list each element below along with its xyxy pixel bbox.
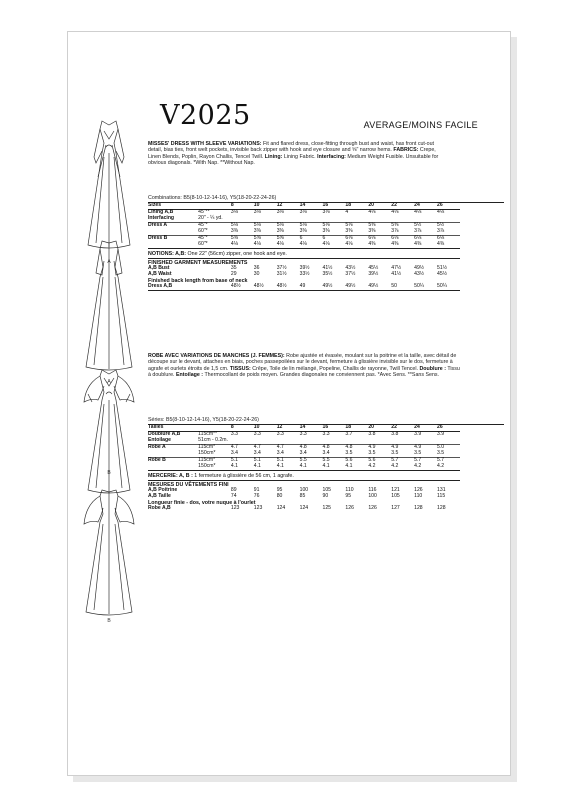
table-cell: 3.4 [253,449,261,456]
table-cell: 4.9 [368,443,376,450]
french-finished-heading: MESURES DU VÊTEMENTS FINI [148,481,229,488]
table-cell: 3.8 [391,431,399,438]
table-cell: 5⅜ [368,221,376,228]
fabric-width: 45"** [198,209,210,216]
table-cell: 6⅛ [391,234,399,241]
row-label: Interfacing [148,215,175,222]
row-label: Dress A,B [148,282,173,289]
size-cell: 18 [345,424,352,431]
table-row [148,506,460,512]
back-length-label: Finished back length from base of neck [148,277,248,284]
french-interfacing: Thermocollant de poids moyen. Grandes diagonales ne conviennent pas. *Avec Sens. **Sans Sens. [203,371,440,378]
table-cell: 5.1 [253,456,261,463]
table-cell: 105 [322,486,332,493]
french-back-length-table [148,506,460,512]
table-cell: 4.9 [414,443,422,450]
table-cell: 3⅜ [368,227,376,234]
table-cell: 3.4 [322,449,330,456]
table-cell: 50¼ [414,282,425,289]
table-cell: 4.2 [391,462,399,469]
table-cell: 4⅛ [253,240,261,247]
table-cell: 123 [230,504,240,511]
table-cell: 3.5 [414,449,422,456]
mercerie-text: 1 fermeture à glissière de 56 cm, 1 agrafe. [192,472,294,479]
table-cell: 4⅛ [345,240,353,247]
row-label: Lining A,B [148,209,174,216]
table-cell: 3⅜ [230,227,238,234]
size-cell: 14 [299,424,306,431]
table-cell: 5⅛ [345,221,353,228]
table-cell: 3.4 [276,449,284,456]
table-cell: 5⅝ [253,234,261,241]
table-cell: 5.5 [299,456,307,463]
fabric-width: 115cm* [198,456,216,463]
table-cell: 3.5 [437,449,445,456]
table-cell: 4⅛ [414,209,422,216]
table-cell: 95 [345,492,352,499]
table-cell: 90 [322,492,329,499]
french-back-length-label: Longueur finie - dos, votre nuque à l'ourlet [148,499,256,506]
english-yardage-section [148,195,504,291]
table-cell: 3.4 [299,449,307,456]
size-cell: 18 [345,202,352,209]
table-cell: 4.8 [299,443,307,450]
sizes-label: Sizes [148,202,162,209]
table-cell: 5.7 [391,456,399,463]
table-cell: 43½ [345,264,356,271]
interfacing-label: Interfacing: [317,153,346,160]
table-cell: 3⅜ [322,227,330,234]
table-cell: 3.9 [437,431,445,438]
fabric-width: 150cm* [198,462,216,469]
table-cell: 45½ [368,264,379,271]
description-heading: MISSES' DRESS WITH SLEEVE VARIATIONS: [148,141,262,147]
dress-a-front-icon [78,117,140,257]
table-cell: 30 [253,270,260,277]
table-cell: 5.1 [276,456,284,463]
table-cell: 4⅛ [322,240,330,247]
french-description [148,353,460,378]
table-cell: 131 [437,486,446,493]
table-cell: 6⅛ [437,234,445,241]
french-heading: ROBE AVEC VARIATIONS DE MANCHES (J. FEMMES): [148,353,285,359]
fabric-width: 45"* [198,221,208,228]
table-cell: 3⅛ [299,209,307,216]
table-cell: 3⅞ [391,227,399,234]
table-cell: 3⅜ [299,227,307,234]
table-cell: 5⅛ [299,221,307,228]
fabrics-text: Crepe, Linen Blends, Poplin, Rayon Challis, Tencel Twill. [148,147,436,160]
french-yardage-section [148,417,504,512]
table-cell: 6 [299,234,303,241]
english-finished-table [148,266,460,278]
table-cell: 76 [253,492,260,499]
table-cell: 121 [391,486,400,493]
table-cell: 5⅛ [276,221,284,228]
table-cell: 5.6 [345,456,353,463]
difficulty-level: AVERAGE/MOINS FACILE [363,120,478,130]
table-cell: 45½ [437,270,447,277]
table-cell: 5.1 [230,456,238,463]
table-cell: 3⅛ [230,209,238,216]
table-cell: 3.5 [391,449,399,456]
table-cell: 4.1 [230,462,238,469]
table-cell: 6⅛ [345,234,353,241]
french-finished-table [148,488,460,500]
row-label: Robe A [148,443,166,450]
french-lining-label: Doublure : [419,365,446,372]
dress-b-front-icon [78,362,140,502]
table-cell: 5.7 [437,456,445,463]
table-cell: 4.1 [322,462,330,469]
table-cell: 6⅛ [368,234,376,241]
table-cell: 4.7 [230,443,238,450]
size-cell: 8 [230,424,234,431]
row-label: Entoilage [148,437,171,444]
table-cell: 4.1 [276,462,284,469]
table-cell: 5⅛ [253,221,261,228]
dress-b-back-drawing [78,482,140,632]
table-cell: 5⅝ [230,234,238,241]
size-cell: 26 [437,424,443,431]
figure-label: B [107,618,111,624]
mercerie-label: MERCERIE: A, B : [148,472,193,479]
french-fabrics: Crêpe, Toile de lin mélangé, Popeline, Challis de rayonne, Twill Tencel. [250,365,420,372]
size-cell: 10 [253,424,260,431]
description-body: Fit and flared dress, close-fitting through bust and waist, has front cut-out detail, bias ties, front welt pockets, invisible back zipper with hook and eye closure and ⅝" narrow hems. [148,141,435,154]
notions [148,251,504,257]
table-cell: 4⅛ [299,240,307,247]
table-cell: 3⅜ [276,227,284,234]
table-cell: 4.7 [253,443,261,450]
table-cell: 3.5 [368,449,376,456]
table-cell: 5½ [414,221,422,228]
table-cell: 105 [391,492,400,499]
table-cell: 115 [437,492,446,499]
interfacing-text: Medium Weight Fusible. Unsuitable for obvious diagonals. *With Nap. **Without Nap. [148,153,439,166]
table-cell: 89 [230,486,237,493]
table-cell: 116 [368,486,377,493]
table-cell: 39½ [368,270,379,277]
lining-label: Lining: [264,153,283,160]
french-lining: Tissu à doublure. [148,365,460,378]
fabric-width: 150cm* [198,449,216,456]
table-cell: 6⅛ [414,234,422,241]
table-cell: 3⅛ [276,209,284,216]
fabric-width: 20" - ¼ yd. [198,215,223,222]
table-cell: 4.9 [391,443,399,450]
size-cell: 24 [414,424,420,431]
table-cell: 3.3 [276,431,284,438]
french-yardage-table [148,425,460,470]
table-cell: 5⅛ [230,221,238,228]
table-cell: 3⅜ [345,227,353,234]
table-cell: 4⅛ [276,240,284,247]
notions-label: NOTIONS: A,B: [148,250,187,257]
table-cell: 100 [299,486,309,493]
table-cell: 49 [299,282,306,289]
table-cell: 4⅛ [391,209,399,216]
table-cell: 35½ [322,270,333,277]
table-cell: 3.3 [253,431,261,438]
fabric-width: 60"* [198,240,208,247]
mercerie [148,473,504,479]
figure-label: A [107,259,111,265]
table-cell: 4⅛ [368,209,376,216]
table-cell: 110 [345,486,354,493]
table-cell: 3⅞ [437,227,445,234]
table-cell: 124 [276,504,286,511]
table-cell: 85 [299,492,306,499]
french-interfacing-label: Entoilage : [175,371,204,378]
table-cell: 48½ [253,282,264,289]
size-cell: 26 [437,202,443,209]
table-cell: 41½ [322,264,333,271]
row-label: Robe B [148,456,166,463]
figure-label: A [107,379,111,385]
fabrics-label: FABRICS: [393,147,419,154]
table-cell: 126 [345,504,354,511]
size-cell: 24 [414,202,420,209]
fabric-width: 45"* [198,234,208,241]
table-cell: 47½ [391,264,402,271]
table-cell: 125 [322,504,332,511]
table-cell: 51½ [437,264,447,271]
table-cell: 4.1 [253,462,261,469]
table-cell: 124 [299,504,309,511]
dress-b-back-icon [78,482,140,622]
table-cell: 4⅜ [414,240,422,247]
pattern-envelope-back [67,31,511,776]
table-cell: 29 [230,270,237,277]
table-cell: 37½ [276,264,287,271]
table-cell: 4⅛ [437,209,445,216]
table-cell: 49½ [345,282,356,289]
row-label: Dress B [148,234,168,241]
size-cell: 12 [276,424,283,431]
table-cell: 3⅛ [253,209,261,216]
technical-drawings [68,32,148,777]
row-label: A,B Taille [148,492,171,499]
size-cell: 20 [368,424,374,431]
table-cell: 3.4 [230,449,238,456]
pattern-number: V2025 [160,100,251,131]
english-yardage-table [148,203,460,248]
table-cell: 48½ [276,282,287,289]
table-cell: 3.3 [322,431,330,438]
lining-text: Lining Fabric. [282,153,318,160]
table-cell: 5½ [437,221,445,228]
table-cell: 37½ [345,270,356,277]
table-cell: 49½ [368,282,379,289]
size-cell: 14 [299,202,306,209]
table-cell: 95 [276,486,283,493]
table-cell: 5⅜ [391,221,399,228]
table-cell: 5.6 [368,456,376,463]
size-cell: 8 [230,202,234,209]
table-cell: 35 [230,264,237,271]
table-cell: 80 [276,492,283,499]
row-label: A,B Poitrine [148,486,178,493]
table-cell: 3⅜ [253,227,261,234]
table-cell: 4.2 [414,462,422,469]
table-cell: 4 [345,209,349,216]
table-cell: 49½ [414,264,425,271]
table-cell: 4⅛ [230,240,238,247]
table-cell: 50¼ [437,282,447,289]
table-cell: 3⅛ [322,209,330,216]
french-body: Robe ajustée et évasée, moulant sur la poitrine et la taille, avec détail de découpe sur le devant, attaches en biais, poches passepoilées sur le devant, fermeture à glissière invisible sur le dos, fermeture à agrafe et ourlets étroits de 1,5 cm. [148,353,457,372]
size-cell: 22 [391,424,397,431]
table-cell: 100 [368,492,377,499]
size-cell: 16 [322,424,329,431]
table-cell: 49½ [322,282,333,289]
table-cell: 43½ [414,270,425,277]
row-label: Dress A [148,221,168,228]
table-cell: 41½ [391,270,402,277]
table-cell: 5.0 [437,443,445,450]
size-cell: 16 [322,202,329,209]
size-combinations: Combinations: B5(8-10-12-14-16), Y5(18-20-22-24-26) [148,195,277,201]
fabric-width: 115cm* [198,443,216,450]
table-cell: 123 [253,504,263,511]
table-cell: 3.5 [345,449,353,456]
table-cell: 5.7 [414,456,422,463]
table-cell: 74 [230,492,237,499]
row-label: A,B Waist [148,270,172,277]
table-cell: 6 [322,234,326,241]
table-cell: 3.3 [230,431,238,438]
table-cell: 91 [253,486,260,493]
table-cell: 4⅜ [391,240,399,247]
table-cell: 126 [368,504,377,511]
table-cell: 48½ [230,282,241,289]
table-cell: 4⅜ [437,240,445,247]
size-cell: 12 [276,202,283,209]
size-cell: 20 [368,202,374,209]
table-cell: 31½ [276,270,287,277]
size-cell: 22 [391,202,397,209]
table-cell: 5⅝ [276,234,284,241]
table-cell: 4.8 [322,443,330,450]
fabric-width: 115cm** [198,431,218,438]
table-cell: 33½ [299,270,310,277]
table-cell: 50 [391,282,397,289]
row-label: Doublure A,B [148,431,181,438]
size-cell: 10 [253,202,260,209]
english-description [148,141,448,166]
table-cell: 4.8 [345,443,353,450]
fabric-width: 51cm - 0.2m. [198,437,228,444]
table-cell: 3⅞ [414,227,422,234]
table-cell: 5⅛ [322,221,330,228]
table-cell: 3.9 [414,431,422,438]
table-cell: 128 [437,504,446,511]
table-cell: 3.3 [299,431,307,438]
figure-label: B [107,470,111,476]
table-cell: 4.1 [345,462,353,469]
sizes-label: Tailles [148,424,164,431]
table-cell: 3.7 [345,431,353,438]
table-cell: 126 [414,486,423,493]
row-label: Robe A,B [148,504,171,511]
notions-text: One 22" (56cm) zipper, one hook and eye. [186,250,287,257]
table-cell: 127 [391,504,400,511]
table-cell: 4.2 [437,462,445,469]
table-cell: 39½ [299,264,310,271]
finished-heading: FINISHED GARMENT MEASUREMENTS [148,259,248,266]
table-cell: 110 [414,492,423,499]
table-cell: 36 [253,264,260,271]
table-cell: 128 [414,504,423,511]
french-fabrics-label: TISSUS: [229,365,251,372]
table-cell: 4.7 [276,443,284,450]
table-cell: 4.2 [368,462,376,469]
table-cell: 5.5 [322,456,330,463]
row-label: A,B Bust [148,264,170,271]
table-cell: 3.8 [368,431,376,438]
fabric-width: 60"* [198,227,208,234]
size-series: Séries: B5(8-10-12-14-16), Y5(18-20-22-24-26) [148,417,259,423]
table-cell: 4.1 [299,462,307,469]
table-cell: 4⅜ [368,240,376,247]
dress-a-back-icon [78,237,140,377]
